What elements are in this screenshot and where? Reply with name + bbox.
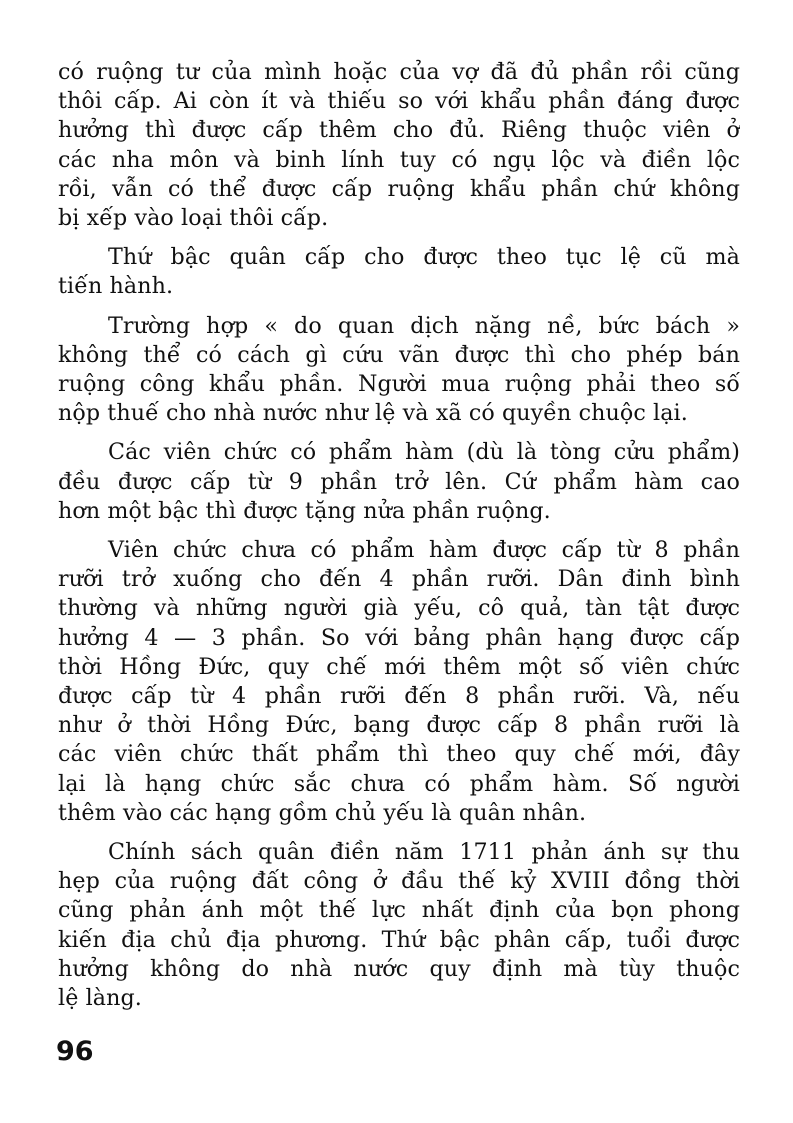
text-line: ruộng công khẩu phần. Người mua ruộng phải theo số [58,371,740,398]
text-line: tiến hành. [58,273,174,300]
text-line: Thứ bậc quân cấp cho được theo tục lệ cũ mà [108,244,740,271]
text-line: bị xếp vào loại thôi cấp. [58,205,329,232]
text-line: đều được cấp từ 9 phần trở lên. Cứ phẩm hàm cao [58,468,740,495]
text-line: hưởng không do nhà nước quy định mà tùy thuộc [58,955,740,982]
text-line: Chính sách quân điền năm 1711 phản ánh sự thu [108,839,740,866]
text-line: hơn một bậc thì được tặng nửa phần ruộng. [58,497,551,524]
text-line: thường và những người già yếu, cô quả, tàn tật được [58,595,740,622]
paragraph-1 [58,58,740,233]
text-line: Các viên chức có phẩm hàm (dù là tòng cửu phẩm) [108,439,740,466]
text-line: kiến địa chủ địa phương. Thứ bậc phân cấp, tuổi được [58,926,740,953]
paragraph-2 [58,243,740,301]
text-line: thời Hồng Đức, quy chế mới thêm một số viên chức [58,653,740,680]
text-line: có ruộng tư của mình hoặc của vợ đã đủ phần rồi cũng [58,59,740,85]
text-line: các nha môn và binh lính tuy có ngụ lộc và điền lộc [58,146,740,173]
text-line: thêm vào các hạng gồm chủ yếu là quân nhân. [58,799,587,826]
text-line: không thể có cách gì cứu vãn được thì cho phép bán [58,341,740,368]
text-line: hưởng thì được cấp thêm cho đủ. Riêng thuộc viên ở [58,117,740,144]
text-line: hẹp của ruộng đất công ở đầu thế kỷ XVIII đồng thời [58,868,740,895]
text-line: lại là hạng chức sắc chưa có phẩm hàm. Số người [58,770,740,797]
text-line: các viên chức thất phẩm thì theo quy chế mới, đây [58,741,740,768]
paragraph-4 [58,438,740,526]
text-line: rưỡi trở xuống cho đến 4 phần rưỡi. Dân đinh bình [58,566,740,593]
text-line: như ở thời Hồng Đức, bạng được cấp 8 phần rưỡi là [58,712,740,739]
text-line: cũng phản ánh một thế lực nhất định của bọn phong [58,897,740,924]
paragraph-5 [58,536,740,828]
document-page [58,58,740,1023]
text-line: Viên chức chưa có phẩm hàm được cấp từ 8 phần [108,537,740,564]
text-line: thôi cấp. Ai còn ít và thiếu so với khẩu phần đáng được [58,88,740,115]
text-line: lệ làng. [58,985,142,1012]
paragraph-3 [58,312,740,429]
text-line: Trường hợp « do quan dịch nặng nề, bức bách » [108,312,740,339]
paragraph-6 [58,838,740,1013]
text-line: nộp thuế cho nhà nước như lệ và xã có quyền chuộc lại. [58,400,688,427]
text-line: hưởng 4 — 3 phần. So với bảng phân hạng được cấp [58,624,740,651]
text-line: được cấp từ 4 phần rưỡi đến 8 phần rưỡi. Và, nếu [58,683,740,710]
page-number: 96 [56,1036,94,1067]
text-line: rồi, vẫn có thể được cấp ruộng khẩu phần chứ không [58,175,740,202]
